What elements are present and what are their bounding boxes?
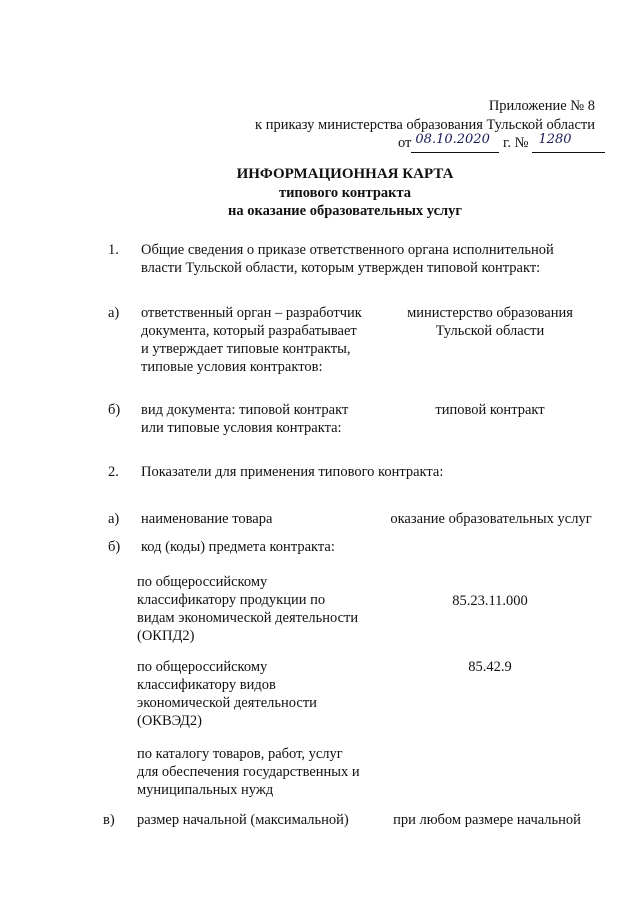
okpd-left-line-2: классификатору продукции по (137, 592, 326, 608)
okved-left-line-4: (ОКВЭД2) (137, 713, 202, 729)
document-subtitle-2: на оказание образовательных услуг (228, 203, 462, 219)
item-2v-label: в) (103, 812, 115, 828)
item-1a-left-line-4: типовые условия контрактов: (141, 359, 323, 375)
from-label: от (398, 135, 412, 151)
okved-left-line-2: классификатору видов (137, 677, 276, 693)
order-date-line (398, 134, 605, 153)
item-1a-label: а) (108, 305, 120, 321)
section-1-heading-line-1: Общие сведения о приказе ответственного органа исполнительной (141, 242, 554, 258)
okved-code: 85.42.9 (468, 659, 512, 675)
document-subtitle-1: типового контракта (278, 185, 412, 201)
item-1b-label: б) (108, 402, 121, 418)
catalog-left-line-1: по каталогу товаров, работ, услуг (137, 746, 343, 762)
okpd-code: 85.23.11.000 (452, 593, 528, 609)
handwritten-number: 1280 (538, 132, 572, 147)
okved-left-line-1: по общероссийскому (137, 659, 268, 675)
handwritten-date: 08.10.2020 (415, 132, 490, 147)
section-1-number: 1. (108, 242, 119, 258)
okpd-left-line-1: по общероссийскому (137, 574, 268, 590)
item-1a-right-line-1: министерство образования (407, 305, 573, 321)
section-1-heading-line-2: власти Тульской области, которым утвержден типовой контракт: (141, 260, 541, 276)
item-1a-left-line-1: ответственный орган – разработчик (141, 305, 362, 321)
catalog-left-line-2: для обеспечения государственных и (137, 764, 360, 780)
section-2-number: 2. (108, 464, 119, 480)
number-field (532, 134, 605, 153)
item-1a-right-line-2: Тульской области (435, 323, 545, 339)
appendix-number: Приложение № 8 (488, 98, 595, 114)
date-field (411, 134, 499, 153)
item-1a-left-line-2: документа, который разрабатывает (141, 323, 357, 339)
item-2v-left: размер начальной (максимальной) (137, 812, 349, 828)
number-label: г. № (503, 135, 529, 151)
item-2b-label: б) (108, 539, 121, 555)
item-1b-left-line-1: вид документа: типовой контракт (141, 402, 349, 418)
item-2v-right: при любом размере начальной (393, 812, 581, 828)
okpd-left-line-4: (ОКПД2) (137, 628, 195, 644)
catalog-left-line-3: муниципальных нужд (137, 782, 274, 798)
item-1b-right: типовой контракт (435, 402, 545, 418)
okpd-left-line-3: видам экономической деятельности (137, 610, 359, 626)
document-title: ИНФОРМАЦИОННАЯ КАРТА (236, 166, 454, 182)
item-2a-label: а) (108, 511, 120, 527)
item-2a-right: оказание образовательных услуг (390, 511, 592, 527)
item-1b-left-line-2: или типовые условия контракта: (141, 420, 342, 436)
okved-left-line-3: экономической деятельности (137, 695, 317, 711)
section-2-heading: Показатели для применения типового контракта: (141, 464, 444, 480)
item-1a-left-line-3: и утверждает типовые контракты, (141, 341, 351, 357)
item-2a-left: наименование товара (141, 511, 273, 527)
order-reference: к приказу министерства образования Тульской области (255, 117, 595, 133)
item-2b-left: код (коды) предмета контракта: (141, 539, 335, 555)
